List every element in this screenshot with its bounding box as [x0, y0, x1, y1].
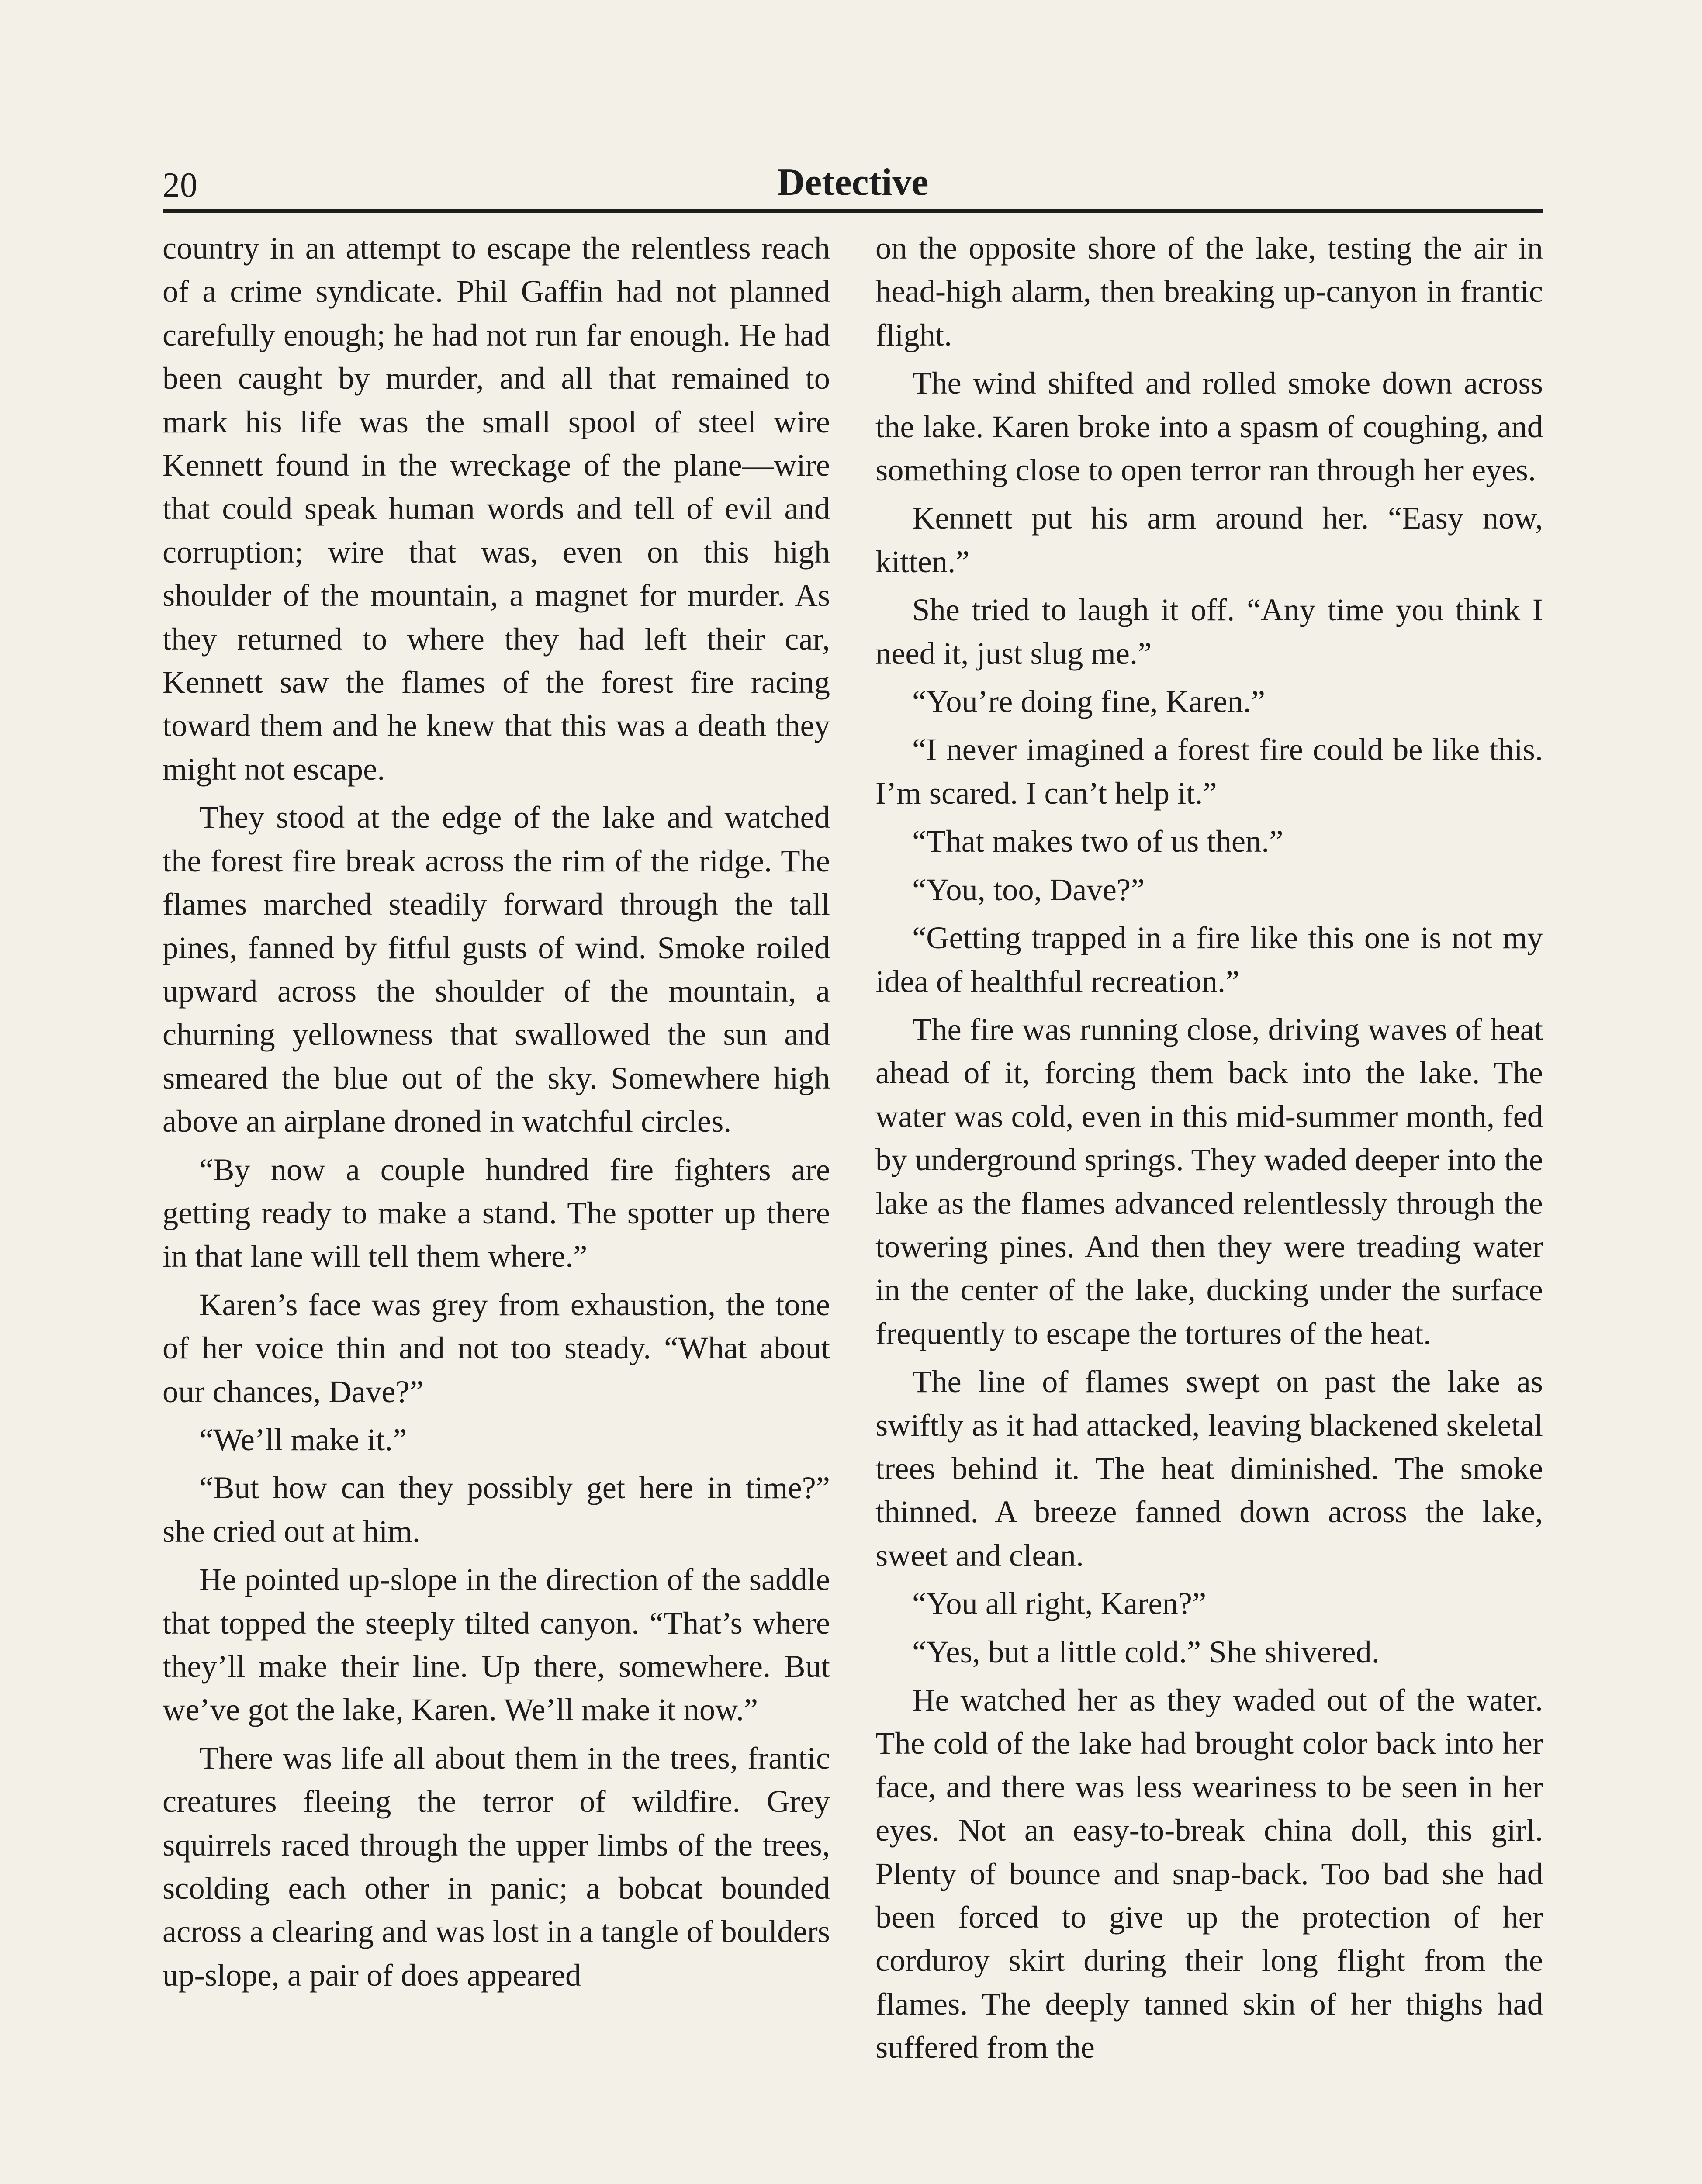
paragraph: “I never imagined a forest fire could be like this. I’m scared. I can’t help it.”: [875, 732, 1543, 811]
paragraph: “We’ll make it.”: [199, 1421, 407, 1457]
paragraph: There was life all about them in the trees, frantic creatures fleeing the terror of wildfire. Grey squirrels raced through the upper limbs of the trees, scolding each other in panic; a bobcat bounded across a clearing and was lost in a tangle of boulders up-slope, a pair of does appeared: [163, 1740, 830, 1993]
paragraph: “You, too, Dave?”: [912, 871, 1145, 907]
left-column: [163, 226, 830, 2001]
paragraph: Karen’s face was grey from exhaustion, the tone of her voice thin and not too steady. “What about our chances, Dave?”: [163, 1286, 830, 1409]
paragraph: on the opposite shore of the lake, testing the air in head-high alarm, then breaking up-canyon in frantic flight.: [875, 230, 1543, 352]
paragraph: “Yes, but a little cold.” She shivered.: [912, 1634, 1380, 1669]
paragraph: “You all right, Karen?”: [912, 1586, 1207, 1621]
paragraph: The wind shifted and rolled smoke down across the lake. Karen broke into a spasm of coughing, and something close to open terror ran through her eyes.: [875, 365, 1543, 488]
header-rule: [163, 209, 1543, 213]
running-title: Detective: [777, 161, 929, 204]
paragraph: Kennett put his arm around her. “Easy now, kitten.”: [875, 500, 1543, 579]
paragraph: “But how can they possibly get here in time?” she cried out at him.: [163, 1470, 830, 1549]
paragraph: He watched her as they waded out of the water. The cold of the lake had brought color back into her face, and there was less weariness to be seen in her eyes. Not an easy-to-break china doll, this girl. Plenty of bounce and snap-back. Too bad she had been forced to give up the protection of her corduroy skirt during their long flight from the flames. The deeply tanned skin of her thighs had suffered from the: [875, 1682, 1543, 2065]
paragraph: “You’re doing fine, Karen.”: [912, 684, 1266, 719]
paragraph: country in an attempt to escape the relentless reach of a crime syndicate. Phil Gaffin had not planned carefully enough; he had not run far enough. He had been caught by murder, and all that remained to mark his life was the small spool of steel wire Kennett found in the wreckage of the plane—wire that could speak human words and tell of evil and corruption; wire that was, even on this high shoulder of the mountain, a magnet for murder. As they returned to where they had left their car, Kennett saw the flames of the forest fire racing toward them and he knew that this was a death they might not escape.: [163, 230, 830, 787]
paragraph: She tried to laugh it off. “Any time you think I need it, just slug me.”: [875, 592, 1543, 671]
paragraph: They stood at the edge of the lake and watched the forest fire break across the rim of the ridge. The flames marched steadily forward through the tall pines, fanned by fitful gusts of wind. Smoke roiled upward across the shoulder of the mountain, a churning yellowness that swallowed the sun and smeared the blue out of the sky. Somewhere high above an airplane droned in watchful circles.: [163, 799, 830, 1139]
paragraph: “By now a couple hundred fire fighters are getting ready to make a stand. The spotter up there in that lane will tell them where.”: [163, 1151, 830, 1274]
paragraph: “That makes two of us then.”: [912, 823, 1283, 859]
page-header: [163, 157, 1543, 210]
page-number: 20: [163, 166, 197, 204]
paragraph: “Getting trapped in a fire like this one is not my idea of healthful recreation.”: [875, 920, 1543, 999]
paragraph: The line of flames swept on past the lake as swiftly as it had attacked, leaving blackened skeletal trees behind it. The heat diminished. The smoke thinned. A breeze fanned down across the lake, sweet and clean.: [875, 1364, 1543, 1573]
right-column: [875, 226, 1543, 2074]
paragraph: He pointed up-slope in the direction of the saddle that topped the steeply tilted canyon. “That’s where they’ll make their line. Up there, somewhere. But we’ve got the lake, Karen. We’ll make it now.”: [163, 1562, 830, 1728]
paragraph: The fire was running close, driving waves of heat ahead of it, forcing them back into the lake. The water was cold, even in this mid-summer month, fed by underground springs. They waded deeper into the lake as the flames advanced relentlessly through the towering pines. And then they were treading water in the center of the lake, ducking under the surface frequently to escape the tortures of the heat.: [875, 1011, 1543, 1351]
